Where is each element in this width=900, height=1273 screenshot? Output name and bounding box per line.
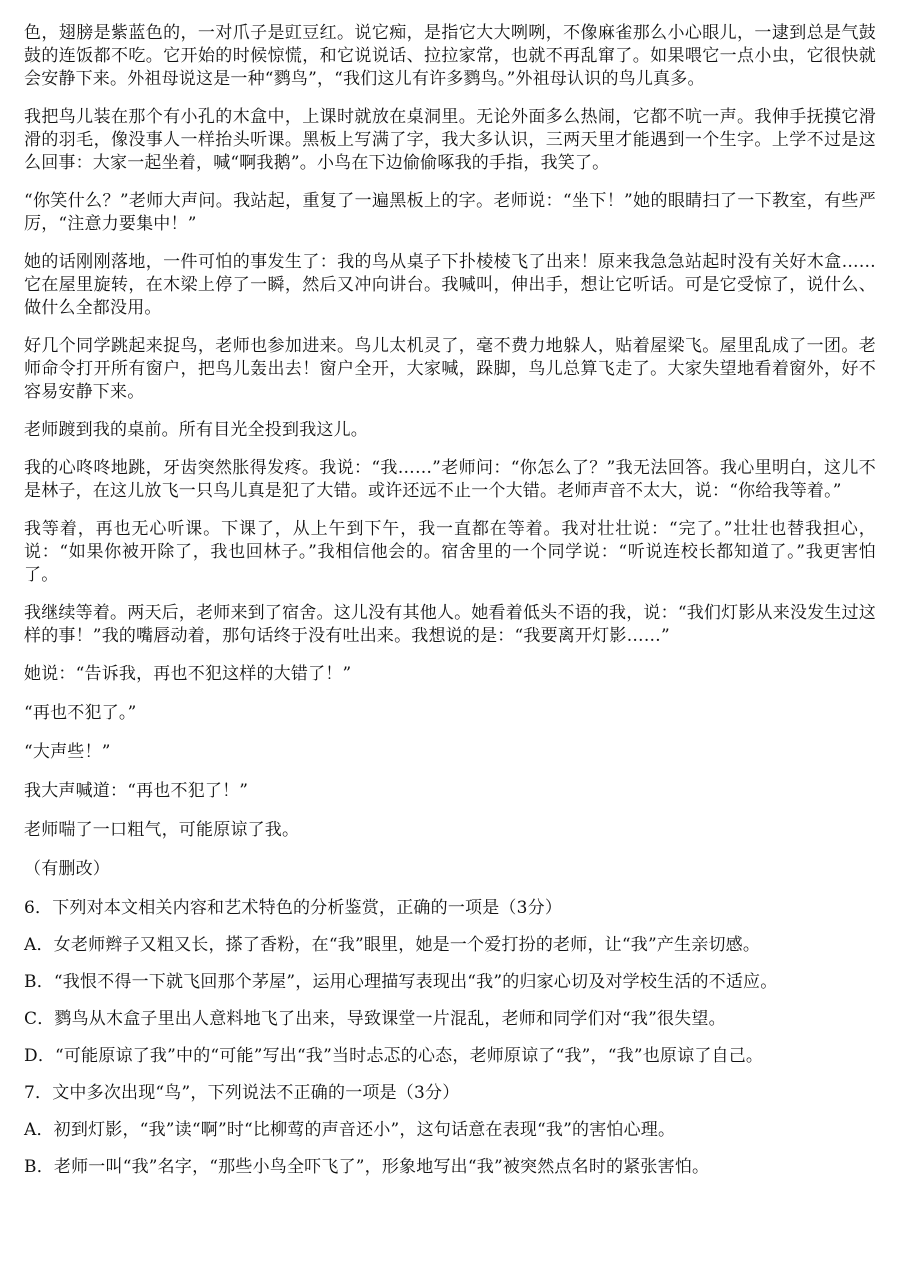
question-6-option-a: A．女老师辫子又粗又长，搽了香粉，在“我”眼里，她是一个爱打扮的老师，让“我”产生亲切感。: [24, 935, 761, 955]
passage-paragraph: 好几个同学跳起来捉鸟，老师也参加进来。鸟儿太机灵了，毫不费力地躲人，贴着屋梁飞。屋里乱成了一团。老师命令打开所有窗户，把鸟儿轰出去！窗户全开，大家喊，跺脚，鸟儿总算飞走了。大家失望地看着窗外，好不容易安静下来。: [24, 336, 876, 402]
passage-paragraph: 我继续等着。两天后，老师来到了宿舍。这儿没有其他人。她看着低头不语的我，说：“我们灯影从来没发生过这样的事！”我的嘴唇动着，那句话终于没有吐出来。我想说的是：“我要离开灯影……”: [24, 603, 876, 646]
passage-paragraph: 我把鸟儿装在那个有小孔的木盒中，上课时就放在桌洞里。无论外面多么热闹，它都不吭一声。我伸手抚摸它滑滑的羽毛，像没事人一样抬头听课。黑板上写满了字，我大多认识，三两天里才能遇到一个生字。上学不过是这么回事：大家一起坐着，喊“啊我鹅”。小鸟在下边偷偷啄我的手指，我笑了。: [24, 107, 876, 173]
passage-paragraph: 老师踱到我的桌前。所有目光全投到我这儿。: [24, 420, 368, 440]
passage-paragraph: “再也不犯了。”: [24, 703, 137, 723]
question-6-option-d: D．“可能原谅了我”中的“可能”写出“我”当时忐忑的心态，老师原谅了“我”，“我”也原谅了自己。: [24, 1046, 764, 1066]
passage-paragraph: 她的话刚刚落地，一件可怕的事发生了：我的鸟从桌子下扑棱棱飞了出来！原来我急急站起时没有关好木盒……它在屋里旋转，在木梁上停了一瞬，然后又冲向讲台。我喊叫，伸出手，想让它听话。可是它受惊了，说什么、做什么全都没用。: [24, 252, 876, 318]
passage-paragraph: 我的心咚咚地跳，牙齿突然胀得发疼。我说：“我……”老师问：“你怎么了？”我无法回答。我心里明白，这儿不是林子，在这儿放飞一只鸟儿真是犯了大错。或许还远不止一个大错。老师声音不太大，说：“你给我等着。”: [24, 458, 876, 501]
passage-paragraph: 色，翅膀是紫蓝色的，一对爪子是豇豆红。说它痴，是指它大大咧咧，不像麻雀那么小心眼儿，一逮到总是气鼓鼓的连饭都不吃。它开始的时候惊慌，和它说说话、拉拉家常，也就不再乱窜了。如果喂它一点小虫，它很快就会安静下来。外祖母说这是一种“鹨鸟”，“我们这儿有许多鹨鸟。”外祖母认识的鸟儿真多。: [24, 23, 876, 89]
passage-paragraph: 她说：“告诉我，再也不犯这样的大错了！”: [24, 664, 352, 684]
question-6-option-c: C．鹨鸟从木盒子里出人意料地飞了出来，导致课堂一片混乱，老师和同学们对“我”很失望。: [24, 1009, 726, 1029]
document-page: [24, 22, 876, 1193]
question-6-option-b: B．“我恨不得一下就飞回那个茅屋”，运用心理描写表现出“我”的归家心切及对学校生活的不适应。: [24, 972, 778, 992]
passage-paragraph: “你笑什么？”老师大声问。我站起，重复了一遍黑板上的字。老师说：“坐下！”她的眼睛扫了一下教室，有些严厉，“注意力要集中！”: [24, 191, 876, 234]
passage-paragraph: 我等着，再也无心听课。下课了，从上午到下午，我一直都在等着。我对壮壮说：“完了。”壮壮也替我担心，说：“如果你被开除了，我也回林子。”我相信他会的。宿舍里的一个同学说：“听说连校长都知道了。”我更害怕了。: [24, 519, 876, 585]
source-note: （有删改）: [24, 859, 110, 879]
question-7-option-a: A．初到灯影，“我”读“啊”时“比柳莺的声音还小”，这句话意在表现“我”的害怕心理。: [24, 1120, 676, 1140]
passage-paragraph: “大声些！”: [24, 742, 111, 762]
passage-paragraph: 我大声喊道：“再也不犯了！”: [24, 781, 249, 801]
passage-paragraph: 老师喘了一口粗气，可能原谅了我。: [24, 820, 300, 840]
question-7-option-b: B．老师一叫“我”名字，“那些小鸟全吓飞了”，形象地写出“我”被突然点名时的紧张害怕。: [24, 1157, 710, 1177]
question-7-stem: 7．文中多次出现“鸟”，下列说法不正确的一项是（3分）: [24, 1083, 460, 1103]
question-6-stem: 6．下列对本文相关内容和艺术特色的分析鉴赏，正确的一项是（3分）: [24, 898, 563, 918]
